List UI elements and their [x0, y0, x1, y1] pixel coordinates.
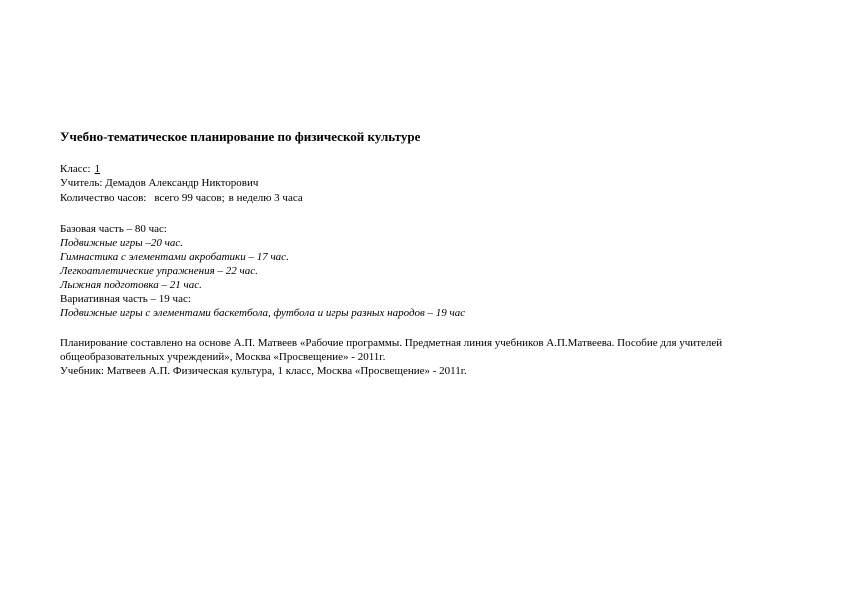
- class-label: Класс:: [60, 163, 91, 175]
- planning-basis-line-2: общеобразовательных учреждений», Москва «Просвещение» - 2011г.: [60, 351, 386, 363]
- hours-total: всего 99 часов;: [154, 192, 225, 204]
- textbook-line: Учебник: Матвеев А.П. Физическая культура, 1 класс, Москва «Просвещение» - 2011г.: [60, 365, 467, 377]
- base-item-gymnastics: Гимнастика с элементами акробатики – 17 час.: [60, 251, 289, 263]
- planning-basis-line-1: Планирование составлено на основе А.П. Матвеев «Рабочие программы. Предметная линия учебников А.П.Матвеева. Пособие для учителей: [60, 337, 723, 349]
- hours-label: Количество часов:: [60, 192, 147, 204]
- base-part-heading: Базовая часть – 80 час:: [60, 223, 167, 235]
- base-item-skiing: Лыжная подготовка – 21 час.: [60, 279, 202, 291]
- hours-line: [60, 191, 303, 205]
- teacher-line: Учитель: Демадов Александр Никторович: [60, 177, 259, 189]
- hours-weekly: в неделю 3 часа: [228, 192, 303, 204]
- base-item-athletics: Легкоатлетические упражнения – 22 час.: [60, 265, 258, 277]
- variable-part-heading: Вариативная часть – 19 час:: [60, 293, 191, 305]
- variable-item: Подвижные игры с элементами баскетбола, футбола и игры разных народов – 19 час: [60, 307, 466, 319]
- class-value: 1: [94, 163, 101, 175]
- class-line: [60, 162, 100, 176]
- base-item-outdoor-games: Подвижные игры –20 час.: [60, 237, 184, 249]
- document-title: Учебно-тематическое планирование по физической культуре: [60, 129, 421, 144]
